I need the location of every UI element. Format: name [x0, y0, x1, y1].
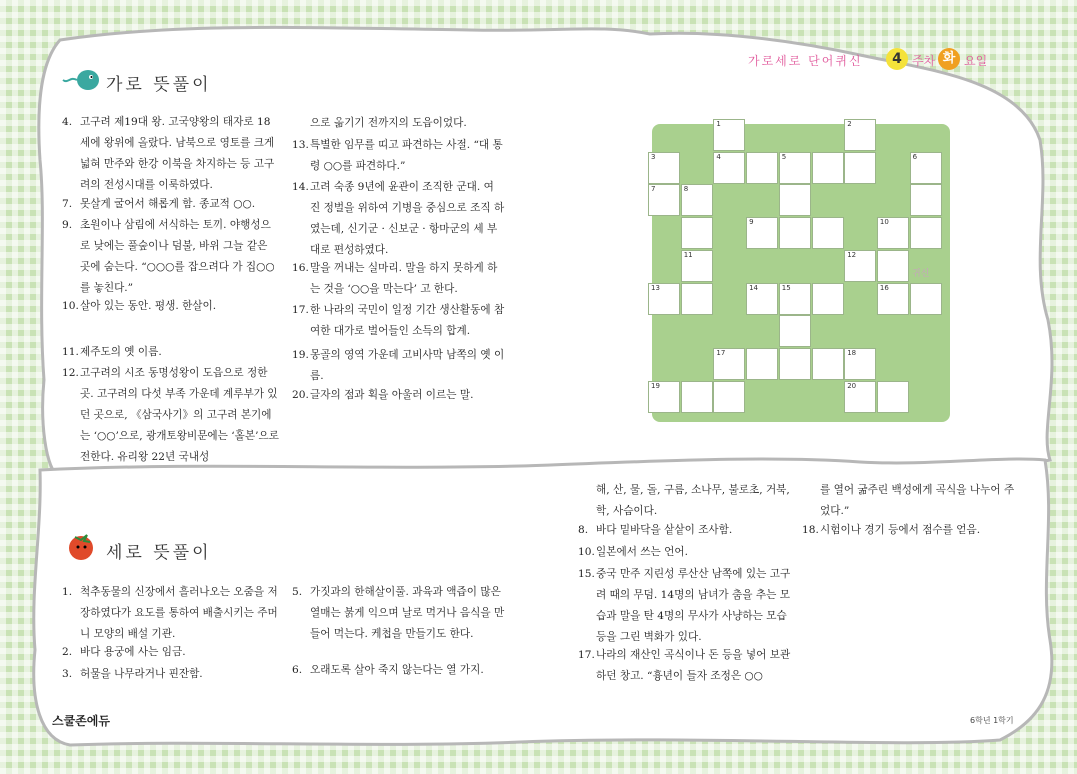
crossword-cell[interactable] — [681, 250, 713, 282]
crossword-cell[interactable] — [713, 119, 745, 151]
clue-text: 특별한 임무를 띠고 파견하는 사절. “대 통령 ○○를 파견하다.” — [310, 139, 503, 172]
clue-number: 9. — [62, 219, 73, 231]
crossword-cell[interactable] — [779, 348, 811, 380]
crossword-cell[interactable] — [648, 184, 680, 216]
across-clue — [292, 300, 506, 342]
cell-number: 16 — [879, 283, 889, 292]
cell-number: 14 — [749, 283, 759, 292]
clue-text: 못살게 굴어서 해롭게 함. 종교적 ○○. — [80, 198, 256, 210]
cell-number: 20 — [847, 381, 857, 390]
crossword-cell[interactable] — [779, 315, 811, 347]
crossword-cell[interactable] — [713, 152, 745, 184]
across-clue — [292, 177, 506, 261]
brand-logo — [52, 712, 110, 729]
down-clue — [292, 582, 506, 645]
clue-text: 고려 숙종 9년에 윤관이 조직한 군대. 여 진 정벌을 위하여 기병을 중심으로 조직 하였는데, 신기군 · 신보군 · 항마군의 세 부대로 편성하였다. — [310, 181, 505, 256]
clue-number: 11. — [62, 346, 79, 358]
crossword-cell[interactable] — [746, 152, 778, 184]
across-clue — [62, 363, 280, 468]
crossword-cell[interactable] — [812, 152, 844, 184]
cell-number: 6 — [912, 152, 918, 161]
clue-text: 몽골의 영역 가운데 고비사막 남쪽의 옛 이름. — [310, 349, 505, 382]
clue-text: 척추동물의 신장에서 흘러나오는 오줌을 저장하였다가 요도를 통하여 배출시키는 주머니 모양의 배설 기관. — [80, 586, 278, 640]
cell-number: 8 — [683, 185, 689, 194]
clue-number: 8. — [578, 524, 589, 536]
down-clue — [62, 642, 280, 663]
across-header — [62, 66, 242, 96]
clue-text: 시험이나 경기 등에서 점수를 얻음. — [820, 524, 981, 536]
clue-text: 바다 용궁에 사는 임금. — [80, 646, 186, 658]
crossword-cell[interactable] — [746, 348, 778, 380]
clue-number: 1. — [62, 586, 73, 598]
cell-number: 3 — [651, 152, 656, 161]
brand-text: 스쿨존에듀 — [52, 714, 110, 728]
cell-number: 12 — [847, 250, 857, 259]
crossword-cell[interactable] — [648, 152, 680, 184]
clue-number: 17. — [578, 649, 595, 661]
crossword-cell[interactable] — [844, 119, 876, 151]
clue-number: 5. — [292, 586, 303, 598]
week-number-badge: 4 — [886, 48, 908, 70]
cell-number: 19 — [651, 381, 660, 390]
cell-number: 18 — [847, 348, 857, 357]
crossword-cell[interactable] — [779, 184, 811, 216]
down-clue — [62, 582, 280, 645]
clue-number: 4. — [62, 116, 73, 128]
clue-text: 고구려 제19대 왕. 고국양왕의 태자로 18세에 왕위에 올랐다. 남북으로 영토를 크게 넓혀 만주와 한강 이북을 차지하는 등 고구려의 전성시대를 이룩하였다. — [80, 116, 275, 191]
crossword-cell[interactable] — [681, 184, 713, 216]
across-header-text: 가로 뜻풀이 — [106, 75, 212, 95]
clue-number: 13. — [292, 139, 309, 151]
clue-number: 2. — [62, 646, 73, 658]
clue-text: 가짓과의 한해살이풀. 과육과 액즙이 많은 열매는 붉게 익으며 날로 먹거나 음식을 만들어 먹는다. 케첩을 만들기도 한다. — [310, 586, 505, 640]
clue-text: 살아 있는 동안. 평생. 한살이. — [80, 300, 217, 312]
crossword-cell[interactable] — [844, 250, 876, 282]
down-clue — [802, 520, 1022, 541]
cell-number: 4 — [716, 152, 721, 161]
crossword-cell[interactable] — [681, 381, 713, 413]
cell-number: 5 — [781, 152, 787, 161]
clue-text: 해, 산, 물, 돌, 구름, 소나무, 불로초, 거북, 학, 사슴이다. — [596, 484, 790, 517]
clue-text: 한 나라의 국민이 일정 기간 생산활동에 참여한 대가로 벌어들인 소득의 합계. — [310, 304, 505, 337]
clue-text: 제주도의 옛 이름. — [80, 346, 162, 358]
crossword-cell[interactable] — [779, 217, 811, 249]
clue-text: 일본에서 쓰는 언어. — [596, 546, 688, 558]
crossword-cell[interactable] — [746, 283, 778, 315]
clue-number: 3. — [62, 668, 73, 680]
tadpole-icon — [62, 66, 102, 94]
title-text: 가로세로 단어퀴신 — [748, 54, 863, 68]
tomato-icon — [64, 530, 102, 562]
clue-number: 16. — [292, 262, 309, 274]
crossword-cell[interactable] — [910, 184, 942, 216]
crossword-cell[interactable] — [812, 217, 844, 249]
cell-number: 11 — [683, 250, 693, 259]
crossword-cell[interactable] — [648, 283, 680, 315]
crossword-cell[interactable] — [648, 381, 680, 413]
cell-number: 1 — [716, 120, 721, 128]
clue-text: 허물을 나무라거나 핀잔함. — [80, 668, 203, 680]
crossword-cell[interactable] — [910, 152, 942, 184]
across-clue — [62, 342, 280, 363]
across-clue — [62, 194, 280, 215]
cell-number: 17 — [716, 348, 726, 357]
across-clue — [62, 215, 280, 299]
clue-number: 10. — [62, 300, 79, 312]
clue-text: 글자의 점과 획을 아울러 이르는 말. — [310, 389, 474, 401]
cell-number: 7 — [651, 185, 656, 194]
across-clue — [292, 113, 506, 134]
down-clue — [578, 480, 792, 522]
clue-text: 바다 밑바닥을 샅샅이 조사함. — [596, 524, 733, 536]
across-clue — [292, 258, 506, 300]
clue-number: 6. — [292, 664, 303, 676]
clue-text: 초원이나 삼림에 서식하는 토끼. 야행성으로 낮에는 풀숲이나 덤불, 바위 그늘 같은 곳에 숨는다. “○○○를 잡으려다 가 집○○를 놓친다.” — [80, 219, 275, 294]
crossword-cell[interactable] — [779, 152, 811, 184]
down-clue — [802, 480, 1022, 522]
cell-number: 13 — [651, 283, 660, 292]
crossword-cell[interactable] — [812, 283, 844, 315]
across-clue — [292, 345, 506, 387]
clue-number: 18. — [802, 524, 819, 536]
page-footer: 6학년 1학기 — [970, 716, 1014, 725]
crossword-cell[interactable] — [844, 381, 876, 413]
clue-text: 중국 만주 지린성 루산산 남쪽에 있는 고구려 때의 무덤. 14명의 남녀가 춤을 추는 모습과 말을 탄 4명의 무사가 사냥하는 모습 등을 그린 벽화가 있다. — [596, 568, 791, 643]
cell-number: 15 — [781, 283, 791, 292]
crossword-cell[interactable] — [713, 381, 745, 413]
cell-number: 10 — [879, 218, 889, 227]
crossword-cell[interactable] — [910, 217, 942, 249]
crossword-cell[interactable] — [877, 217, 909, 249]
clue-text: 를 열어 굶주린 백성에게 곡식을 나누어 주었다.” — [820, 484, 1015, 517]
clue-number: 10. — [578, 546, 595, 558]
cell-number: 2 — [847, 120, 852, 128]
crossword-cell[interactable] — [779, 283, 811, 315]
week-title — [748, 48, 1048, 72]
clue-text: 말을 꺼내는 실마리. 말을 하지 못하게 하는 것을 ‘○○을 막는다’ 고 한다. — [310, 262, 498, 295]
crossword-cell[interactable] — [910, 283, 942, 315]
down-clue — [578, 520, 792, 541]
crossword-cell[interactable] — [877, 283, 909, 315]
across-clue — [62, 296, 280, 317]
crossword-cell[interactable] — [713, 348, 745, 380]
crossword-cell[interactable] — [746, 217, 778, 249]
down-clue — [292, 660, 506, 681]
down-clue — [578, 564, 792, 648]
down-header — [64, 530, 244, 564]
day-badge: 화 — [938, 48, 960, 70]
crossword-cell[interactable] — [877, 250, 909, 282]
week-word-text: 주차 — [912, 54, 936, 68]
clue-number: 7. — [62, 198, 73, 210]
crossword-cell[interactable] — [844, 348, 876, 380]
across-clue — [62, 112, 280, 196]
clue-text: 오래도록 살아 죽지 않는다는 열 가지. — [310, 664, 484, 676]
clue-number: 19. — [292, 349, 309, 361]
crossword-cell[interactable] — [844, 152, 876, 184]
clue-number: 15. — [578, 568, 595, 580]
down-clue — [578, 645, 792, 687]
crossword-cell[interactable] — [681, 283, 713, 315]
down-clue — [62, 664, 280, 685]
across-clue — [292, 385, 506, 406]
day-word-text: 요일 — [964, 54, 988, 68]
across-clue — [292, 135, 506, 177]
crossword-cell[interactable] — [681, 217, 713, 249]
clue-number: 17. — [292, 304, 309, 316]
down-clue — [578, 542, 792, 563]
clue-text: 으로 옮기기 전까지의 도읍이었다. — [310, 117, 467, 129]
clue-text: 나라의 재산인 곡식이나 돈 등을 넣어 보관하던 창고. “흉년이 들자 조정은 ○○ — [596, 649, 791, 682]
clue-number: 12. — [62, 367, 79, 379]
down-header-text: 세로 뜻풀이 — [106, 543, 212, 563]
clue-text: 고구려의 시조 동명성왕이 도읍으로 정한 곳. 고구려의 다섯 부족 가운데 계루부가 있던 곳으로, 《삼국사기》의 고구려 본기에는 ‘○○’으로, 광개토왕비문에는 ‘홀본’으로 전한다. 유리왕 22년 국내성 — [80, 367, 279, 463]
crossword-cell[interactable] — [877, 381, 909, 413]
cell-number: 9 — [749, 218, 754, 227]
clue-number: 20. — [292, 389, 309, 401]
clue-number: 14. — [292, 181, 309, 193]
crossword-cell[interactable] — [812, 348, 844, 380]
ghost-text: 귀신 — [912, 269, 930, 279]
